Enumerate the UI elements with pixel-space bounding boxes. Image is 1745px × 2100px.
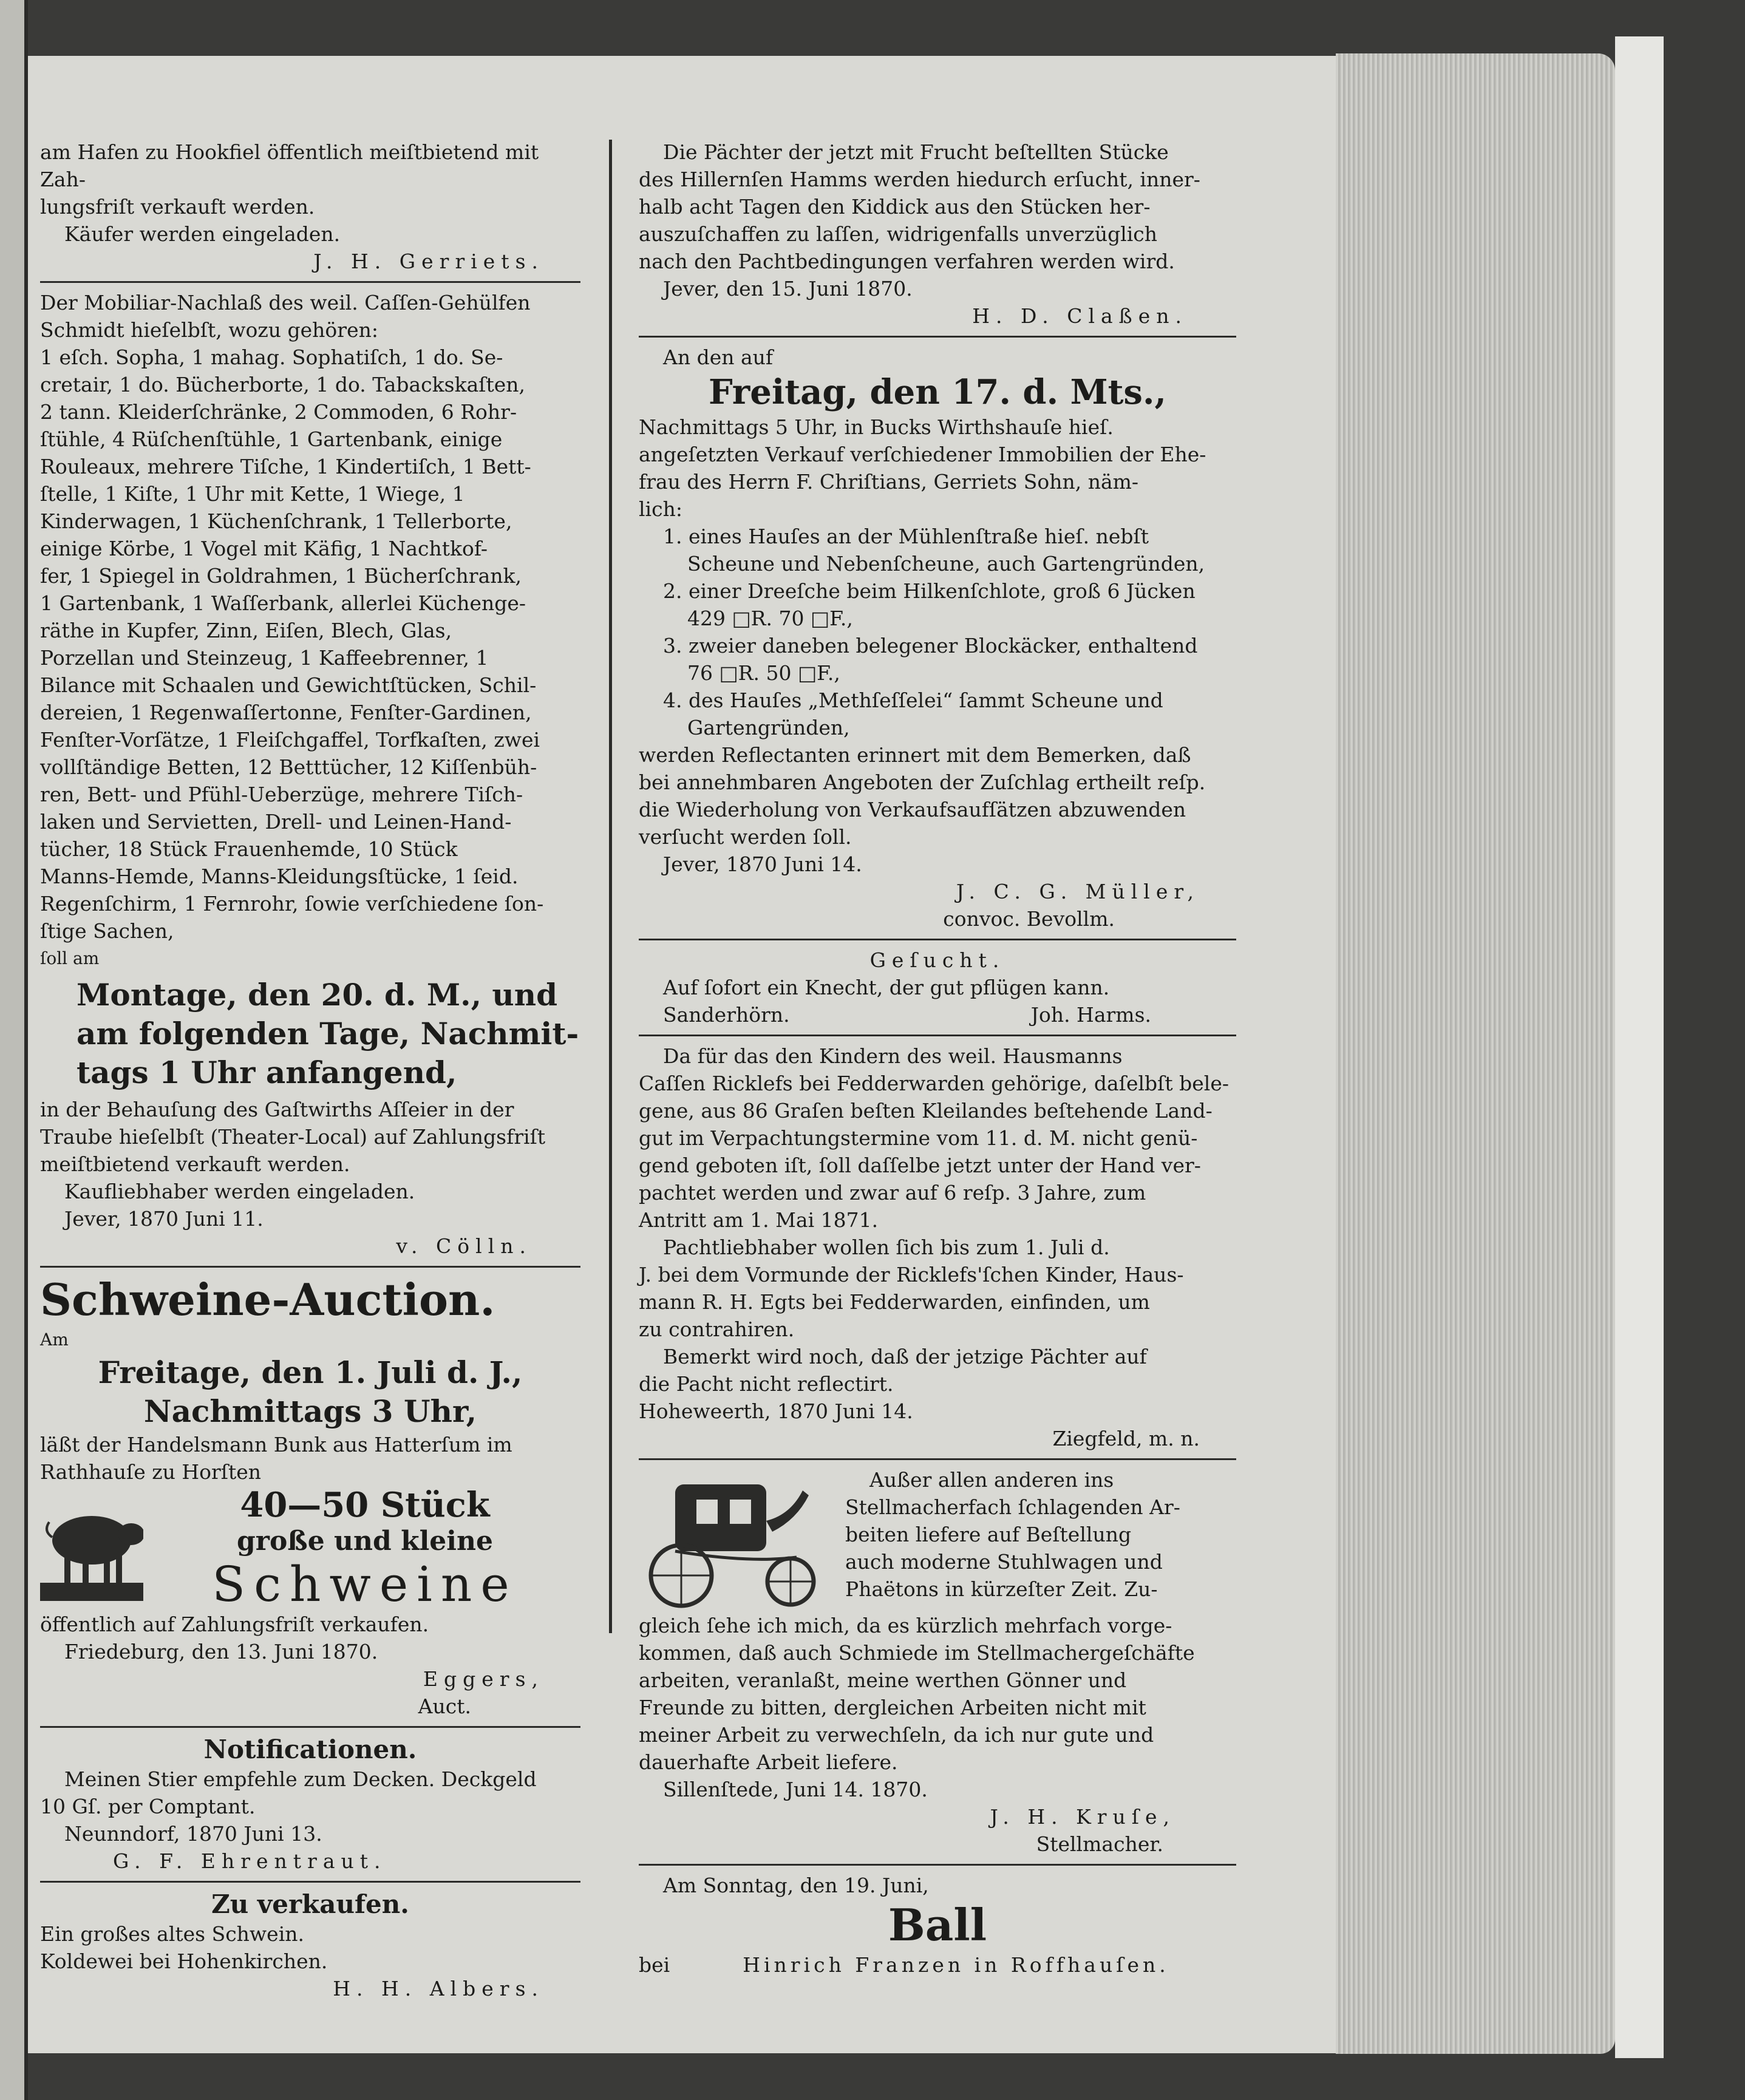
text-line: nach den Pachtbedingungen verfahren werden wird. — [639, 250, 1175, 273]
list-item: 1. eines Hauſes an der Mühlenſtraße hieſ. nebſt — [663, 525, 1149, 548]
signature: Joh. Harms. — [1030, 1003, 1151, 1027]
text-line: Bemerkt wird noch, daß der jetzige Pächter auf — [663, 1345, 1147, 1368]
pacht-notice — [639, 138, 1236, 330]
divider — [639, 939, 1236, 940]
book-fore-edge — [1336, 53, 1615, 2054]
text-line: des Hillernſen Hamms werden hiedurch erſucht, inner- — [639, 168, 1200, 191]
pig-ad-text — [149, 1486, 580, 1611]
column-divider — [609, 140, 612, 1633]
text-line: dauerhafte Arbeit liefere. — [639, 1750, 898, 1774]
word-heading: Schweine — [212, 1556, 518, 1612]
place-signature-row — [639, 1001, 1236, 1028]
signature: J. H. Gerriets. — [313, 250, 544, 273]
ball-host-row — [639, 1951, 1236, 1979]
text-line: 1 Gartenbank, 1 Waſſerbank, allerlei Küchenge- — [40, 591, 526, 615]
text-line: Fenſter-Vorſätze, 1 Fleiſchgaffel, Torfkaſten, zwei — [40, 728, 540, 752]
signature-title: convoc. Bevollm. — [943, 907, 1115, 931]
text-line: bei — [639, 1953, 670, 1977]
stellmacher-kruse-notice — [639, 1466, 1236, 1858]
text-line: gleich ſehe ich mich, da es kürzlich mehrfach vorge- — [639, 1614, 1172, 1637]
notificationen-notice — [40, 1734, 580, 1875]
list-item: Gartengründen, — [687, 716, 850, 739]
signature: J. C. G. Müller, — [956, 880, 1200, 903]
sale-date-heading: Freitag, den 17. d. Mts., — [709, 372, 1166, 412]
text-line: An den auf — [663, 345, 774, 369]
text-line: einige Körbe, 1 Vogel mit Käfig, 1 Nachtkof- — [40, 537, 488, 560]
place-date: Jever, 1870 Juni 11. — [64, 1207, 264, 1231]
place-date: Neunndorf, 1870 Juni 13. — [64, 1822, 322, 1846]
text-line: fer, 1 Spiegel in Goldrahmen, 1 Bücherſchrank, — [40, 564, 522, 588]
left-page-edge — [0, 0, 28, 2100]
divider — [40, 1726, 580, 1728]
heading-line: Freitage, den 1. Juli d. J., — [98, 1354, 523, 1390]
ricklefs-landgut-notice — [639, 1042, 1236, 1452]
text-line: 1 eſch. Sopha, 1 mahag. Sophatiſch, 1 do. Se- — [40, 345, 503, 369]
count-heading: 40—50 Stück — [240, 1485, 490, 1525]
pig-illustration — [40, 1486, 143, 1607]
text-line: Traube hieſelbſt (Theater-Local) auf Zahlungsfriſt — [40, 1125, 546, 1149]
text-line: zu contrahiren. — [639, 1317, 795, 1341]
signature: H. D. Claßen. — [972, 304, 1188, 328]
text-line: Antritt am 1. Mai 1871. — [639, 1208, 879, 1232]
notice-title: Ball — [888, 1899, 987, 1951]
text-line: mann R. H. Egts bei Fedderwarden, einfinden, um — [639, 1290, 1150, 1314]
signature: Eggers, — [423, 1667, 544, 1691]
auction-date-heading — [40, 1353, 580, 1431]
text-line: dereien, 1 Regenwaſſertonne, Fenſter-Gardinen, — [40, 701, 532, 724]
pig-ad-row — [40, 1486, 580, 1611]
text-line: räthe in Kupfer, Zinn, Eiſen, Blech, Glas, — [40, 619, 452, 642]
text-line: laken und Servietten, Drell- und Leinen-Hand- — [40, 810, 512, 834]
place-date: Jever, 1870 Juni 14. — [663, 852, 862, 876]
text-line: meiſtbietend verkauft werden. — [40, 1152, 350, 1176]
text-line: in der Behauſung des Gaſtwirths Aſſeier in der — [40, 1098, 514, 1121]
text-line: Stellmacherfach ſchlagenden Ar- — [845, 1495, 1180, 1519]
signature: H. H. Albers. — [333, 1977, 544, 2000]
signature: G. F. Ehrentraut. — [113, 1849, 387, 1873]
ball-notice — [639, 1872, 1236, 1979]
text-line: Phaëtons in kürzeſter Zeit. Zu- — [845, 1577, 1158, 1601]
text-line: Regenſchirm, 1 Fernrohr, ſowie verſchiedene ſon- — [40, 892, 544, 916]
desc-heading: große und kleine — [237, 1526, 493, 1557]
place-date: Jever, den 15. Juni 1870. — [663, 277, 913, 301]
text-line: Da für das den Kindern des weil. Hausmanns — [663, 1044, 1123, 1068]
text-line: bei annehmbaren Angeboten der Zuſchlag ertheilt reſp. — [639, 770, 1206, 794]
signature: Ziegfeld, m. n. — [1052, 1427, 1200, 1450]
divider — [639, 1458, 1236, 1460]
text-line: lungsfriſt verkauft werden. — [40, 195, 315, 219]
text-line: läßt der Handelsmann Bunk aus Hatterſum im — [40, 1433, 512, 1456]
text-line: gend geboten iſt, ſoll daſſelbe jetzt unter der Hand ver- — [639, 1154, 1201, 1177]
text-line: Rathhauſe zu Horſten — [40, 1460, 262, 1484]
text-line: Am — [40, 1330, 69, 1350]
text-line: ſtelle, 1 Kiſte, 1 Uhr mit Kette, 1 Wiege, 1 — [40, 482, 465, 506]
divider — [639, 1864, 1236, 1866]
text-line: Ein großes altes Schwein. — [40, 1922, 305, 1946]
list-item: Scheune und Nebenſcheune, auch Gartengründen, — [687, 552, 1205, 576]
zu-verkaufen-notice — [40, 1889, 580, 2002]
signature: J. H. Kruſe, — [990, 1805, 1175, 1829]
notice-title: Notificationen. — [203, 1735, 417, 1764]
text-line: Manns-Hemde, Manns-Kleidungsſtücke, 1 ſeid. — [40, 865, 519, 888]
divider — [40, 281, 580, 283]
text-line: Käufer werden eingeladen. — [64, 222, 341, 246]
list-item: 2. einer Dreeſche beim Hilkenſchlote, groß 6 Jücken — [663, 579, 1196, 603]
text-line: die Wiederholung von Verkaufsaufſätzen abzuwenden — [639, 798, 1186, 821]
text-line: meiner Arbeit zu verwechſeln, da ich nur gute und — [639, 1723, 1154, 1747]
text-line: Auf ſofort ein Knecht, der gut pflügen kann. — [663, 976, 1110, 999]
text-line: vollſtändige Betten, 12 Betttücher, 12 Kiſſenbüh- — [40, 755, 537, 779]
notice-title: Geſucht. — [869, 948, 1005, 972]
text-line: die Pacht nicht reflectirt. — [639, 1372, 894, 1396]
list-item: 429 □R. 70 □F., — [687, 607, 853, 630]
list-item: 3. zweier daneben belegener Blockäcker, enthaltend — [663, 634, 1198, 658]
text-line: arbeiten, veranlaßt, meine werthen Gönner und — [639, 1668, 1127, 1692]
notice-title: Schweine-Auction. — [40, 1274, 495, 1325]
right-column — [639, 138, 1236, 1979]
text-line: Die Pächter der jetzt mit Frucht beſtellten Stücke — [663, 140, 1169, 164]
text-line: ren, Bett- und Pfühl-Ueberzüge, mehrere Tiſch- — [40, 783, 523, 806]
text-line: Meinen Stier empfehle zum Decken. Deckgeld — [64, 1767, 537, 1791]
text-line: 10 Gſ. per Comptant. — [40, 1795, 256, 1818]
text-line: Schmidt hieſelbſt, wozu gehören: — [40, 318, 378, 342]
text-line: werden Reflectanten erinnert mit dem Bemerken, daß — [639, 743, 1191, 767]
text-line: lich: — [639, 497, 682, 521]
text-line: Pachtliebhaber wollen ſich bis zum 1. Juli d. — [663, 1235, 1110, 1259]
text-line: verſucht werden ſoll. — [639, 825, 852, 849]
heading-line: tags 1 Uhr anfangend, — [77, 1055, 457, 1090]
heading-line: Nachmittags 3 Uhr, — [143, 1393, 477, 1429]
text-line: Am Sonntag, den 19. Juni, — [663, 1874, 929, 1897]
carriage-illustration — [639, 1466, 839, 1612]
place-date: Sillenſtede, Juni 14. 1870. — [663, 1778, 928, 1801]
text-line: 2 tann. Kleiderſchränke, 2 Commoden, 6 Rohr- — [40, 400, 517, 424]
text-line: am Hafen zu Hookfiel öffentlich meiſtbietend mit Zah- — [40, 140, 539, 191]
text-line: Caſſen Ricklefs bei Fedderwarden gehörige, daſelbſt bele- — [639, 1072, 1230, 1095]
carriage-ad-text — [845, 1466, 1236, 1603]
text-line: auszuſchaffen zu laſſen, widrigenfalls unverzüglich — [639, 222, 1158, 246]
mobiliar-nachlass-notice — [40, 289, 580, 1260]
text-line: auch moderne Stuhlwagen und — [845, 1550, 1163, 1574]
text-line: Bilance mit Schaalen und Gewichtſtücken, Schil- — [40, 673, 537, 697]
signature-title: Stellmacher. — [1036, 1832, 1163, 1856]
background — [1664, 0, 1745, 2100]
text-line: J. bei dem Vormunde der Ricklefs'ſchen Kinder, Haus- — [639, 1263, 1184, 1286]
divider — [40, 1881, 580, 1883]
divider — [639, 336, 1236, 338]
divider — [639, 1035, 1236, 1036]
place-date: Hoheweerth, 1870 Juni 14. — [639, 1399, 913, 1423]
divider — [40, 1266, 580, 1268]
text-line: gut im Verpachtungstermine vom 11. d. M. nicht genü- — [639, 1126, 1198, 1150]
text-line: tücher, 18 Stück Frauenhemde, 10 Stück — [40, 837, 458, 861]
text-line: kommen, daß auch Schmiede im Stellmachergeſchäfte — [639, 1641, 1195, 1665]
text-line: ſtühle, 4 Rüſchenſtühle, 1 Gartenbank, einige — [40, 427, 503, 451]
text-line: Der Mobiliar-Nachlaß des weil. Caſſen-Gehülfen — [40, 291, 531, 314]
heading-line: Montage, den 20. d. M., und — [77, 977, 558, 1013]
book-cover-edge — [1615, 36, 1666, 2058]
left-column — [40, 138, 580, 2002]
text-line: Freunde zu bitten, dergleichen Arbeiten nicht mit — [639, 1696, 1146, 1719]
list-item: 4. des Hauſes „Methſeſſelei“ ſammt Scheune und — [663, 688, 1163, 712]
signature-title: Auct. — [418, 1694, 471, 1718]
signature: v. Cölln. — [396, 1234, 532, 1258]
place-date: Friedeburg, den 13. Juni 1870. — [64, 1640, 378, 1663]
text-line: Kinderwagen, 1 Küchenſchrank, 1 Tellerborte, — [40, 509, 512, 533]
text-line: halb acht Tagen den Kiddick aus den Stücken her- — [639, 195, 1151, 219]
gesucht-notice — [639, 946, 1236, 1028]
text-line: pachtet werden und zwar auf 6 reſp. 3 Jahre, zum — [639, 1181, 1146, 1205]
text-line: öffentlich auf Zahlungsfriſt verkaufen. — [40, 1612, 429, 1636]
text-line: angeſetzten Verkauf verſchiedener Immobilien der Ehe- — [639, 443, 1206, 466]
text-line: gene, aus 86 Graſen beſten Kleilandes beſtehende Land- — [639, 1099, 1213, 1123]
text-line: Kaufliebhaber werden eingeladen. — [64, 1180, 415, 1203]
text-line: beiten liefere auf Beſtellung — [845, 1523, 1132, 1546]
place: Sanderhörn. — [663, 1003, 790, 1027]
heading-line: am folgenden Tage, Nachmit- — [77, 1016, 579, 1052]
notice-title: Zu verkaufen. — [211, 1889, 409, 1919]
text-line: ſoll am — [40, 948, 100, 968]
host-name: Hinrich Franzen in Roffhauſen. — [743, 1953, 1169, 1977]
text-line: Rouleaux, mehrere Tiſche, 1 Kindertiſch, 1 Bett- — [40, 455, 531, 478]
text-line: Porzellan und Steinzeug, 1 Kaffeebrenner, 1 — [40, 646, 489, 670]
carriage-ad-row — [639, 1466, 1236, 1612]
text-line: Nachmittags 5 Uhr, in Bucks Wirthshauſe hieſ. — [639, 415, 1114, 439]
text-line: Außer allen anderen ins — [869, 1468, 1114, 1492]
text-line: frau des Herrn F. Chriſtians, Gerriets Sohn, näm- — [639, 470, 1139, 494]
text-line: ſtige Sachen, — [40, 919, 174, 943]
immobilien-notice — [639, 344, 1236, 933]
list-item: 76 □R. 50 □F., — [687, 661, 840, 685]
text-line: cretair, 1 do. Bücherborte, 1 do. Tabackskaſten, — [40, 373, 525, 396]
text-line: Koldewei bei Hohenkirchen. — [40, 1949, 328, 1973]
auction-notice-hooksiel — [40, 138, 580, 275]
schweine-auction-notice — [40, 1274, 580, 1720]
auction-date-heading — [40, 976, 580, 1092]
